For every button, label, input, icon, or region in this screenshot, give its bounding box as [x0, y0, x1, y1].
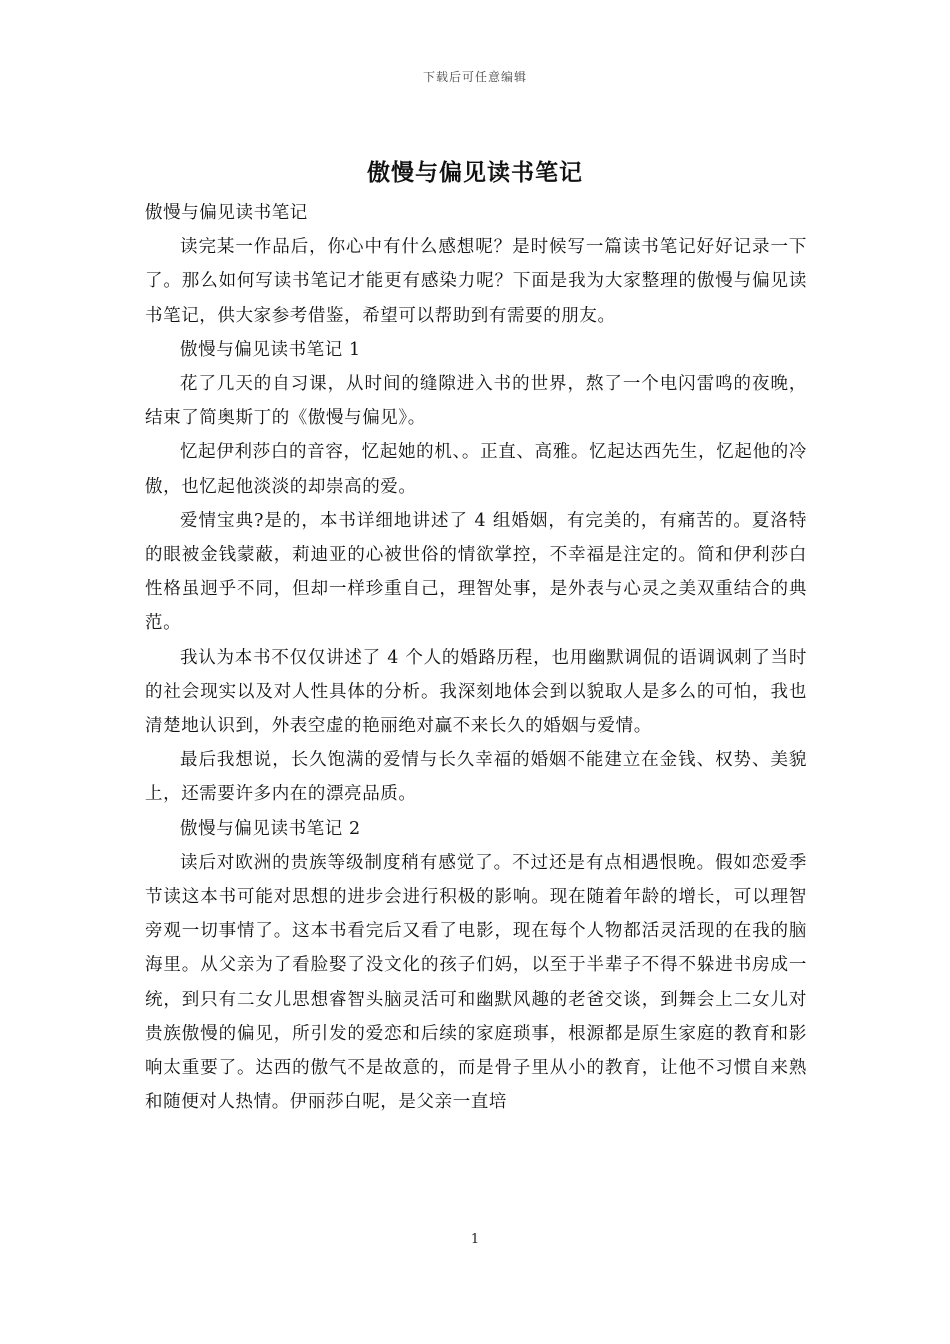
paragraph: 爱情宝典?是的，本书详细地讲述了 4 组婚姻，有完美的，有痛苦的。夏洛特的眼被金钱蒙蔽，莉迪亚的心被世俗的情欲掌控，不幸福是注定的。简和伊利莎白性格虽迥乎不同，但却一样珍重自己，理智处事，是外表与心灵之美双重结合的典范。 — [145, 510, 807, 634]
page-number: 1 — [470, 1232, 480, 1247]
paragraph: 花了几天的自习课，从时间的缝隙进入书的世界，熬了一个电闪雷鸣的夜晚，结束了简奥斯丁的《傲慢与偏见》。 — [145, 374, 807, 429]
paragraph: 读后对欧洲的贵族等级制度稍有感觉了。不过还是有点相遇恨晚。假如恋爱季节读这本书可能对思想的进步会进行积极的影响。现在随着年龄的增长，可以理智旁观一切事情了。这本书看完后又看了电影，现在每个人物都活灵活现的在我的脑海里。从父亲为了看脸娶了没文化的孩子们妈，以至于半辈子不得不躲进书房成一统，到只有二女儿思想睿智头脑灵活可和幽默风趣的老爸交谈，到舞会上二女儿对贵族傲慢的偏见，所引发的爱恋和后续的家庭琐事，根源都是原生家庭的教育和影响太重要了。达西的傲气不是故意的，而是骨子里从小的教育，让他不习惯自来熟和随便对人热情。伊丽莎白呢，是父亲一直培 — [145, 852, 807, 1113]
document-body — [145, 196, 807, 1119]
page-header-note: 下载后可任意编辑 — [422, 70, 527, 84]
paragraph: 最后我想说，长久饱满的爱情与长久幸福的婚姻不能建立在金钱、权势、美貌上，还需要许多内在的漂亮品质。 — [145, 750, 807, 805]
paragraph: 我认为本书不仅仅讲述了 4 个人的婚路历程，也用幽默调侃的语调讽刺了当时的社会现实以及对人性具体的分析。我深刻地体会到以貌取人是多么的可怕，我也清楚地认识到，外表空虚的艳丽绝对赢不来长久的婚姻与爱情。 — [145, 647, 807, 737]
section-heading: 傲慢与偏见读书笔记 2 — [180, 818, 361, 839]
paragraph: 忆起伊利莎白的音容，忆起她的机、。正直、高雅。忆起达西先生，忆起他的冷傲，也忆起他淡淡的却崇高的爱。 — [145, 442, 807, 497]
section-heading: 傲慢与偏见读书笔记 1 — [180, 339, 361, 360]
paragraph: 傲慢与偏见读书笔记 — [145, 203, 308, 223]
paragraph: 读完某一作品后，你心中有什么感想呢？是时候写一篇读书笔记好好记录一下了。那么如何写读书笔记才能更有感染力呢？下面是我为大家整理的傲慢与偏见读书笔记，供大家参考借鉴，希望可以帮助到有需要的朋友。 — [145, 237, 807, 326]
document-title: 傲慢与偏见读书笔记 — [367, 159, 583, 186]
